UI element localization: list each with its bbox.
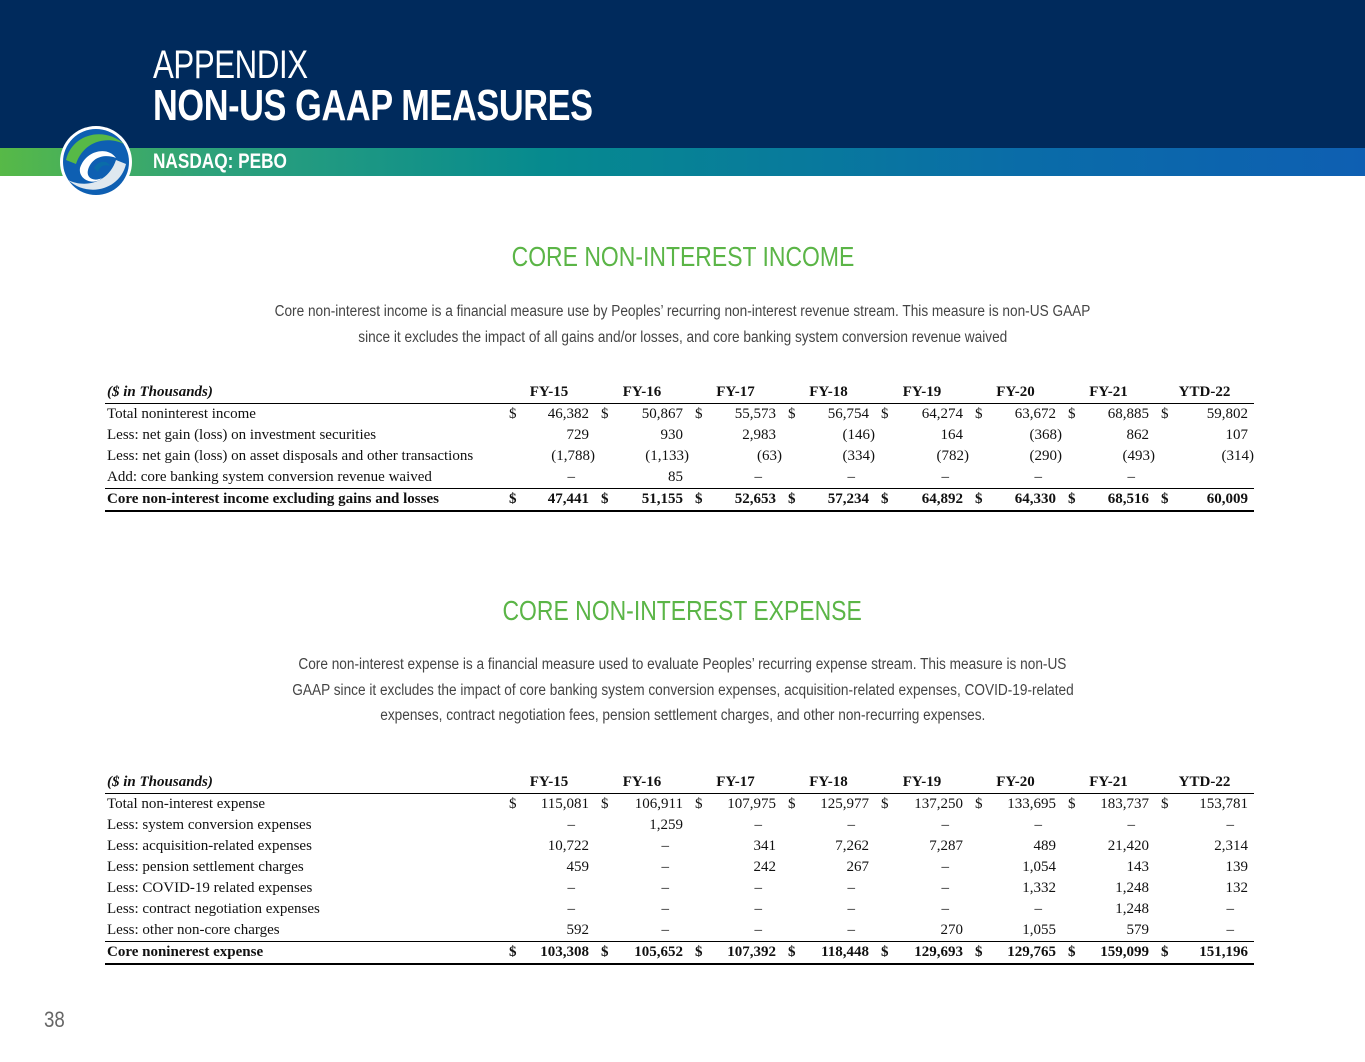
cell-value: (493)	[1122, 448, 1155, 464]
cell-value: 164	[940, 427, 963, 443]
total-value: 129,765	[987, 942, 1062, 965]
cell-value: 579	[1126, 922, 1149, 938]
column-header: FY-19	[875, 382, 969, 404]
cell-value: –	[941, 817, 949, 833]
currency-symbol	[782, 836, 800, 857]
cell-value: 59,802	[1206, 406, 1249, 422]
currency-symbol	[595, 899, 613, 920]
currency-symbol	[782, 920, 800, 942]
currency-symbol	[1155, 446, 1173, 467]
currency-symbol	[1062, 878, 1080, 899]
currency-symbol	[503, 425, 521, 446]
cell-value: –	[754, 922, 762, 938]
currency-symbol: $	[788, 406, 796, 422]
currency-symbol	[969, 857, 987, 878]
currency-symbol	[503, 878, 521, 899]
currency-symbol: $	[1062, 489, 1080, 512]
table-row	[105, 836, 1254, 857]
description-line: Core non-interest income is a financial measure use by Peoples’ recurring non-interest revenue stream. This measure is non-US GAAP	[274, 303, 1091, 320]
cell-value: –	[661, 859, 669, 875]
cell-value	[1173, 467, 1254, 489]
cell-value: –	[567, 469, 575, 485]
cell-value: (146)	[842, 427, 875, 443]
currency-symbol: $	[689, 942, 707, 965]
cell-value: –	[1034, 469, 1042, 485]
column-header: YTD-22	[1155, 772, 1254, 794]
cell-value: –	[1127, 817, 1135, 833]
total-value: 64,892	[893, 489, 969, 512]
cell-value: 1,248	[1115, 880, 1149, 896]
currency-symbol: $	[695, 796, 703, 812]
currency-symbol: $	[509, 406, 517, 422]
cell-value: 139	[1225, 859, 1249, 875]
cell-value: 242	[753, 859, 776, 875]
cell-value: 1,259	[649, 817, 683, 833]
table-row	[105, 899, 1254, 920]
total-value: 57,234	[800, 489, 875, 512]
cell-value: (334)	[842, 448, 875, 464]
section-description-expense	[0, 652, 1365, 729]
currency-symbol	[875, 815, 893, 836]
currency-symbol	[595, 467, 613, 489]
cell-value: (63)	[757, 448, 782, 464]
total-label: Core noninerest expense	[105, 942, 503, 965]
cell-value: 930	[660, 427, 683, 443]
cell-value: (368)	[1029, 427, 1062, 443]
page-title: NON-US GAAP MEASURES	[153, 81, 593, 130]
cell-value: 2,983	[742, 427, 776, 443]
currency-symbol: $	[1155, 942, 1173, 965]
cell-value: 1,248	[1115, 901, 1149, 917]
cell-value: –	[1226, 817, 1235, 833]
currency-symbol	[875, 425, 893, 446]
currency-symbol: $	[975, 796, 983, 812]
table-row	[105, 425, 1254, 446]
currency-symbol	[1062, 425, 1080, 446]
currency-symbol	[782, 878, 800, 899]
cell-value: (782)	[936, 448, 969, 464]
header-banner	[0, 0, 1365, 148]
currency-symbol	[689, 425, 707, 446]
currency-symbol	[595, 920, 613, 942]
currency-symbol	[1062, 446, 1080, 467]
currency-symbol	[969, 920, 987, 942]
cell-value: 729	[566, 427, 589, 443]
currency-symbol	[1062, 920, 1080, 942]
cell-value: 267	[846, 859, 869, 875]
cell-value: –	[941, 880, 949, 896]
total-value: 103,308	[521, 942, 595, 965]
currency-symbol: $	[595, 489, 613, 512]
section-title-expense: CORE NON-INTEREST EXPENSE	[502, 595, 863, 626]
cell-value: 489	[1033, 838, 1056, 854]
currency-symbol: $	[975, 406, 983, 422]
currency-symbol	[595, 836, 613, 857]
currency-symbol: $	[1068, 406, 1076, 422]
currency-symbol: $	[595, 942, 613, 965]
description-line: since it excludes the impact of all gains and/or losses, and core banking system conversion revenue waived	[357, 328, 1007, 346]
currency-symbol	[595, 446, 613, 467]
total-value: 52,653	[707, 489, 782, 512]
currency-symbol: $	[969, 942, 987, 965]
cell-value: 85	[668, 469, 683, 485]
cell-value: –	[1034, 817, 1042, 833]
currency-symbol	[689, 920, 707, 942]
currency-symbol	[503, 815, 521, 836]
currency-symbol	[969, 899, 987, 920]
cell-value: 7,287	[929, 838, 963, 854]
row-label: Less: other non-core charges	[107, 922, 280, 938]
currency-symbol	[595, 857, 613, 878]
unit-label: ($ in Thousands)	[105, 772, 503, 794]
cell-value: –	[847, 817, 855, 833]
total-value: 107,392	[707, 942, 782, 965]
currency-symbol: $	[689, 489, 707, 512]
row-label: Less: COVID-19 related expenses	[107, 880, 313, 896]
table-header-row	[105, 772, 1254, 794]
row-label: Less: net gain (loss) on asset disposals and other transactions	[107, 448, 474, 464]
cell-value: 50,867	[641, 406, 683, 422]
currency-symbol	[503, 446, 521, 467]
row-label: Total noninterest income	[107, 406, 256, 422]
currency-symbol	[1155, 836, 1173, 857]
cell-value: –	[754, 469, 762, 485]
currency-symbol	[969, 836, 987, 857]
currency-symbol	[1155, 920, 1173, 942]
table-header-row	[105, 382, 1254, 404]
currency-symbol: $	[881, 406, 889, 422]
cell-value: 106,911	[634, 796, 683, 812]
column-header: FY-16	[595, 382, 689, 404]
cell-value: 1,332	[1022, 880, 1056, 896]
cell-value: 862	[1126, 427, 1149, 443]
currency-symbol	[875, 446, 893, 467]
cell-value: 133,695	[1007, 796, 1056, 812]
description-line: GAAP since it excludes the impact of core banking system conversion expenses, acquisition-related expenses, COVID-19-related	[291, 681, 1074, 699]
currency-symbol	[782, 467, 800, 489]
currency-symbol: $	[875, 489, 893, 512]
cell-value: –	[847, 922, 855, 938]
currency-symbol	[875, 899, 893, 920]
cell-value: –	[754, 880, 762, 896]
column-header: FY-20	[969, 772, 1062, 794]
currency-symbol	[969, 878, 987, 899]
total-value: 64,330	[987, 489, 1062, 512]
table-row	[105, 446, 1254, 467]
cell-value: 64,274	[921, 406, 963, 422]
cell-value: –	[1127, 469, 1135, 485]
currency-symbol	[595, 425, 613, 446]
cell-value: 56,754	[827, 406, 869, 422]
column-header: FY-15	[503, 382, 595, 404]
table-row	[105, 920, 1254, 942]
cell-value: 46,382	[547, 406, 589, 422]
cell-value: 183,737	[1100, 796, 1149, 812]
currency-symbol	[875, 857, 893, 878]
currency-symbol	[1062, 836, 1080, 857]
currency-symbol	[782, 446, 800, 467]
cell-value: (1,788)	[551, 448, 595, 464]
column-header: FY-16	[595, 772, 689, 794]
total-value: 118,448	[800, 942, 875, 965]
currency-symbol	[689, 815, 707, 836]
table-row	[105, 404, 1254, 426]
total-row	[105, 489, 1254, 512]
cell-value: 7,262	[835, 838, 869, 854]
cell-value: 270	[940, 922, 963, 938]
currency-symbol: $	[601, 796, 609, 812]
currency-symbol	[1155, 425, 1173, 446]
currency-symbol	[503, 467, 521, 489]
row-label: Total non-interest expense	[107, 796, 266, 812]
header-title-appendix: APPENDIX	[153, 43, 308, 87]
cell-value: 2,314	[1214, 838, 1249, 854]
cell-value: –	[1226, 922, 1235, 938]
cell-value: –	[1226, 901, 1235, 917]
currency-symbol: $	[1161, 796, 1169, 812]
currency-symbol	[782, 857, 800, 878]
currency-symbol: $	[503, 489, 521, 512]
currency-symbol	[595, 878, 613, 899]
ticker-label: NASDAQ: PEBO	[153, 150, 287, 173]
currency-symbol	[782, 815, 800, 836]
currency-symbol: $	[875, 942, 893, 965]
expense-table	[105, 772, 1254, 965]
page-number: 38	[44, 1007, 65, 1032]
cell-value: –	[567, 901, 575, 917]
cell-value: –	[847, 901, 855, 917]
currency-symbol: $	[969, 489, 987, 512]
currency-symbol: $	[695, 406, 703, 422]
currency-symbol: $	[782, 942, 800, 965]
currency-symbol	[875, 836, 893, 857]
total-value: 60,009	[1173, 489, 1254, 512]
section-title-income: CORE NON-INTEREST INCOME	[511, 241, 854, 272]
currency-symbol: $	[509, 796, 517, 812]
cell-value: 10,722	[547, 838, 589, 854]
cell-value: 55,573	[734, 406, 776, 422]
currency-symbol	[689, 467, 707, 489]
cell-value: (290)	[1029, 448, 1062, 464]
total-label: Core non-interest income excluding gains and losses	[105, 489, 503, 512]
row-label: Less: system conversion expenses	[107, 817, 312, 833]
cell-value: (314)	[1221, 448, 1255, 464]
table-row	[105, 467, 1254, 489]
row-label: Less: acquisition-related expenses	[107, 838, 312, 854]
table-row	[105, 878, 1254, 899]
unit-label: ($ in Thousands)	[105, 382, 503, 404]
cell-value: 132	[1225, 880, 1249, 896]
cell-value: 341	[753, 838, 776, 854]
column-header: FY-17	[689, 382, 782, 404]
total-value: 129,693	[893, 942, 969, 965]
currency-symbol	[1155, 467, 1173, 489]
cell-value: 115,081	[540, 796, 589, 812]
currency-symbol	[875, 878, 893, 899]
currency-symbol	[689, 446, 707, 467]
cell-value: –	[941, 469, 949, 485]
cell-value: 63,672	[1014, 406, 1056, 422]
currency-symbol	[503, 857, 521, 878]
cell-value: 125,977	[820, 796, 869, 812]
currency-symbol	[689, 857, 707, 878]
cell-value: –	[847, 469, 855, 485]
currency-symbol: $	[782, 489, 800, 512]
currency-symbol	[1062, 899, 1080, 920]
cell-value: –	[941, 901, 949, 917]
cell-value: –	[661, 922, 669, 938]
column-header: FY-19	[875, 772, 969, 794]
cell-value: –	[661, 838, 669, 854]
currency-symbol: $	[1155, 489, 1173, 512]
currency-symbol	[595, 815, 613, 836]
cell-value: (1,133)	[645, 448, 689, 464]
cell-value: –	[567, 880, 575, 896]
currency-symbol	[969, 446, 987, 467]
currency-symbol	[689, 836, 707, 857]
currency-symbol	[1155, 899, 1173, 920]
cell-value: –	[661, 880, 669, 896]
total-value: 51,155	[613, 489, 689, 512]
cell-value: –	[1034, 901, 1042, 917]
cell-value: –	[847, 880, 855, 896]
currency-symbol	[503, 920, 521, 942]
currency-symbol: $	[1161, 406, 1169, 422]
column-header: FY-18	[782, 772, 875, 794]
currency-symbol	[782, 899, 800, 920]
total-row	[105, 942, 1254, 965]
currency-symbol: $	[503, 942, 521, 965]
currency-symbol	[875, 920, 893, 942]
currency-symbol	[1062, 467, 1080, 489]
currency-symbol	[782, 425, 800, 446]
section-description-income	[0, 299, 1365, 350]
currency-symbol	[969, 467, 987, 489]
currency-symbol: $	[881, 796, 889, 812]
currency-symbol	[503, 899, 521, 920]
cell-value: 592	[566, 922, 589, 938]
cell-value: 1,054	[1022, 859, 1056, 875]
currency-symbol	[1062, 815, 1080, 836]
table-row	[105, 857, 1254, 878]
cell-value: –	[941, 859, 949, 875]
row-label: Less: net gain (loss) on investment securities	[107, 427, 377, 443]
total-value: 105,652	[613, 942, 689, 965]
currency-symbol: $	[601, 406, 609, 422]
company-logo-icon	[58, 124, 134, 200]
currency-symbol	[503, 836, 521, 857]
currency-symbol	[1155, 815, 1173, 836]
currency-symbol	[1062, 857, 1080, 878]
total-value: 47,441	[521, 489, 595, 512]
currency-symbol: $	[788, 796, 796, 812]
column-header: FY-15	[503, 772, 595, 794]
column-header: FY-17	[689, 772, 782, 794]
cell-value: 107,975	[727, 796, 776, 812]
cell-value: 68,885	[1107, 406, 1149, 422]
currency-symbol	[969, 425, 987, 446]
cell-value: 459	[566, 859, 589, 875]
cell-value: 21,420	[1107, 838, 1149, 854]
currency-symbol	[1155, 857, 1173, 878]
cell-value: 107	[1225, 427, 1249, 443]
cell-value: –	[754, 901, 762, 917]
row-label: Less: pension settlement charges	[107, 859, 304, 875]
currency-symbol	[689, 878, 707, 899]
cell-value: 153,781	[1199, 796, 1249, 812]
currency-symbol: $	[1068, 796, 1076, 812]
row-label: Add: core banking system conversion revenue waived	[107, 469, 432, 485]
total-value: 159,099	[1080, 942, 1155, 965]
column-header: FY-18	[782, 382, 875, 404]
table-row	[105, 794, 1254, 816]
cell-value: 137,250	[914, 796, 963, 812]
currency-symbol	[1155, 878, 1173, 899]
currency-symbol	[875, 467, 893, 489]
total-value: 151,196	[1173, 942, 1254, 965]
column-header: FY-21	[1062, 772, 1155, 794]
column-header: YTD-22	[1155, 382, 1254, 404]
table-row	[105, 815, 1254, 836]
cell-value: –	[754, 817, 762, 833]
income-table	[105, 382, 1254, 512]
description-line: Core non-interest expense is a financial measure used to evaluate Peoples’ recurring expense stream. This measure is non-US	[298, 656, 1067, 673]
column-header: FY-21	[1062, 382, 1155, 404]
description-line: expenses, contract negotiation fees, pension settlement charges, and other non-recurring expenses.	[379, 707, 986, 724]
cell-value: –	[567, 817, 575, 833]
total-value: 68,516	[1080, 489, 1155, 512]
currency-symbol	[689, 899, 707, 920]
column-header: FY-20	[969, 382, 1062, 404]
currency-symbol: $	[1062, 942, 1080, 965]
cell-value: –	[661, 901, 669, 917]
cell-value: 143	[1126, 859, 1149, 875]
cell-value: 1,055	[1022, 922, 1056, 938]
row-label: Less: contract negotiation expenses	[107, 901, 320, 917]
currency-symbol	[969, 815, 987, 836]
